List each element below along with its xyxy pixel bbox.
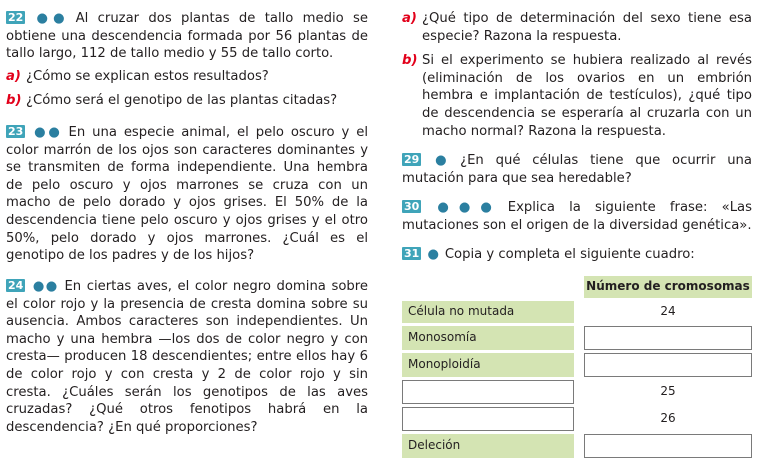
difficulty-dots: ●● [31, 11, 70, 26]
exercise-31 [402, 246, 752, 264]
chromosome-table [402, 273, 752, 461]
question-letter: a) [6, 68, 21, 84]
table-row [402, 407, 752, 431]
difficulty-dots: ●● [31, 279, 59, 294]
exercise-text: ¿En qué células tiene que ocurrir una mutación para que sea heredable? [402, 153, 752, 186]
row-value-blank [584, 434, 752, 458]
row-label-blank [402, 407, 574, 431]
row-value: 24 [584, 301, 752, 323]
question-letter: a) [402, 11, 417, 26]
row-label: Monoploidía [402, 353, 574, 377]
exercise-number: 29 [404, 153, 420, 166]
table-header: Número de cromosomas [584, 276, 752, 298]
difficulty-dots: ● [427, 247, 439, 262]
question-b [402, 52, 752, 140]
exercise-number: 23 [8, 125, 24, 138]
exercise-number: 30 [404, 200, 420, 213]
difficulty-dots: ●● [31, 125, 63, 140]
row-label: Deleción [402, 434, 574, 458]
table-row [402, 301, 752, 323]
exercise-text: Al cruzar dos plantas de tallo medio se obtiene una descendencia formada por 56 plantas de tallo largo, 112 de tallo medio y 55 de tallo corto. [6, 11, 368, 62]
table-row [402, 434, 752, 458]
exercise-number: 24 [8, 279, 24, 292]
question-text: ¿Cómo será el genotipo de las plantas citadas? [26, 93, 338, 109]
exercise-28-questions [402, 10, 752, 140]
exercise-24 [6, 278, 368, 436]
row-label: Célula no mutada [402, 301, 574, 323]
exercise-30 [402, 199, 752, 234]
difficulty-dots: ●●● [427, 200, 502, 215]
exercise-22 [6, 10, 368, 110]
question-b [6, 92, 368, 110]
question-text: ¿Qué tipo de determinación del sexo tiene esa especie? Razona la respuesta. [422, 11, 752, 44]
row-value: 26 [584, 407, 752, 431]
exercise-text: En ciertas aves, el color negro domina sobre el color rojo y la presencia de cresta domina sobre su ausencia. Ambos caracteres son independientes. Un macho y una hembra —los dos de color negro y con cresta— producen 18 descendientes; entre ellos hay 6 de color rojo y con cresta y 2 de color rojo y sin cresta. ¿Cuáles serán los genotipos de las aves cruzadas? ¿Qué otros fenotipos habrá en la descendencia? ¿En qué proporciones? [6, 279, 369, 435]
exercise-text: En una especie animal, el pelo oscuro y el color marrón de los ojos son caracteres dominantes y se transmiten de forma independiente. Una hembra de pelo oscuro y ojos marrones se cruza con un macho de pelo dorado y ojos grises. El 50% de la descendencia tiene pelo oscuro y ojos grises y el otro 50%, pelo dorado y ojos marrones. ¿Cuál es el genotipo de los padres y de los hijos? [6, 125, 369, 264]
table-row [402, 353, 752, 377]
exercise-text: Copia y completa el siguiente cuadro: [444, 247, 695, 262]
question-a [6, 68, 368, 86]
row-label-blank [402, 380, 574, 404]
table-corner [402, 276, 574, 298]
question-letter: b) [6, 93, 22, 109]
question-a [402, 10, 752, 45]
row-value: 25 [584, 380, 752, 404]
row-value-blank [584, 353, 752, 377]
table-row [402, 326, 752, 350]
row-value-blank [584, 326, 752, 350]
table-row [402, 380, 752, 404]
question-text: ¿Cómo se explican estos resultados? [26, 68, 269, 84]
exercise-number: 31 [404, 247, 420, 260]
question-text: Si el experimento se hubiera realizado al revés (eliminación de los ovarios en un embrión hembra e implantación de testículos), ¿qué tipo de descendencia se esperaría al cruzarla con un macho normal? Razona la respuesta. [422, 53, 752, 139]
row-label: Monosomía [402, 326, 574, 350]
difficulty-dots: ● [427, 153, 455, 168]
exercise-29 [402, 152, 752, 187]
exercise-text: Explica la siguiente frase: «Las mutaciones son el origen de la diversidad genética». [402, 200, 752, 233]
exercise-23 [6, 124, 368, 265]
question-letter: b) [402, 53, 418, 69]
exercise-number: 22 [8, 11, 24, 24]
table-header-row [402, 276, 752, 298]
